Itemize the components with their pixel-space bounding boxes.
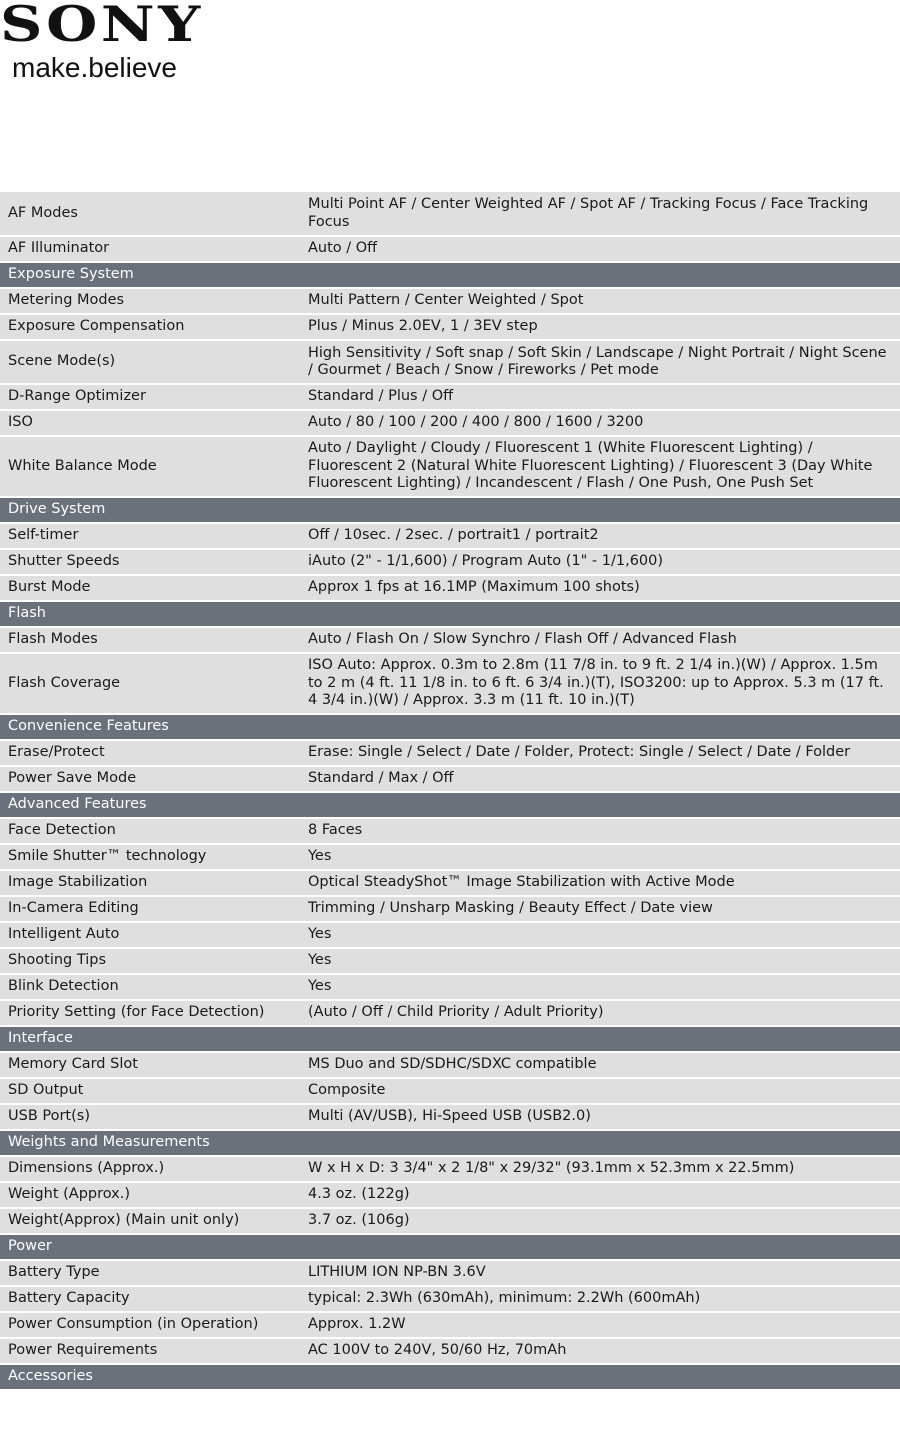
spec-label: Power Requirements (0, 1338, 300, 1364)
spec-label: Intelligent Auto (0, 922, 300, 948)
spec-label: Blink Detection (0, 974, 300, 1000)
spec-label: AF Modes (0, 192, 300, 236)
spec-label: Shutter Speeds (0, 549, 300, 575)
spec-value: Trimming / Unsharp Masking / Beauty Effect / Date view (300, 896, 900, 922)
spec-label: Smile Shutter™ technology (0, 844, 300, 870)
spec-label: Shooting Tips (0, 948, 300, 974)
spec-row (0, 1078, 900, 1104)
spec-row (0, 627, 900, 653)
spec-value: Multi (AV/USB), Hi-Speed USB (USB2.0) (300, 1104, 900, 1130)
spec-row (0, 740, 900, 766)
spec-row (0, 844, 900, 870)
page-header (0, 0, 900, 192)
spec-row (0, 1286, 900, 1312)
section-header-row (0, 714, 900, 740)
section-title: Accessories (0, 1364, 900, 1390)
spec-label: AF Illuminator (0, 236, 300, 262)
spec-value: Auto / Flash On / Slow Synchro / Flash Off / Advanced Flash (300, 627, 900, 653)
spec-label: Battery Type (0, 1260, 300, 1286)
spec-value: Multi Pattern / Center Weighted / Spot (300, 288, 900, 314)
spec-value: ISO Auto: Approx. 0.3m to 2.8m (11 7/8 in. to 9 ft. 2 1/4 in.)(W) / Approx. 1.5m to 2 m (4 ft. 11 1/8 in. to 6 ft. 6 3/4 in.)(T), ISO3200: up to Approx. 5.3 m (17 ft. 4 3/4 in.)(W) / Approx. 3.3 m (11 ft. 10 in.)(T) (300, 653, 900, 714)
section-title: Convenience Features (0, 714, 900, 740)
spec-value: Off / 10sec. / 2sec. / portrait1 / portrait2 (300, 523, 900, 549)
brand-tagline: make.believe (12, 52, 177, 83)
spec-label: Memory Card Slot (0, 1052, 300, 1078)
spec-row (0, 922, 900, 948)
section-title: Power (0, 1234, 900, 1260)
spec-value: iAuto (2" - 1/1,600) / Program Auto (1" - 1/1,600) (300, 549, 900, 575)
spec-row (0, 523, 900, 549)
spec-label: White Balance Mode (0, 436, 300, 497)
spec-row (0, 549, 900, 575)
spec-row (0, 1000, 900, 1026)
spec-value: Auto / Off (300, 236, 900, 262)
spec-label: Image Stabilization (0, 870, 300, 896)
spec-label: Scene Mode(s) (0, 340, 300, 384)
spec-value: High Sensitivity / Soft snap / Soft Skin / Landscape / Night Portrait / Night Scene / Gourmet / Beach / Snow / Fireworks / Pet mode (300, 340, 900, 384)
section-title: Weights and Measurements (0, 1130, 900, 1156)
spec-label: Exposure Compensation (0, 314, 300, 340)
spec-row (0, 410, 900, 436)
spec-value: Standard / Plus / Off (300, 384, 900, 410)
spec-label: In-Camera Editing (0, 896, 300, 922)
spec-row (0, 384, 900, 410)
spec-value: Auto / Daylight / Cloudy / Fluorescent 1 (White Fluorescent Lighting) / Fluorescent 2 (Natural White Fluorescent Lighting) / Fluorescent 3 (Day White Fluorescent Lighting) / Incandescent / Flash / One Push, One Push Set (300, 436, 900, 497)
spec-row (0, 236, 900, 262)
spec-value: Multi Point AF / Center Weighted AF / Spot AF / Tracking Focus / Face Tracking Focus (300, 192, 900, 236)
spec-row (0, 818, 900, 844)
spec-row (0, 1156, 900, 1182)
spec-row (0, 974, 900, 1000)
spec-label: Self-timer (0, 523, 300, 549)
spec-label: Priority Setting (for Face Detection) (0, 1000, 300, 1026)
spec-value: W x H x D: 3 3/4" x 2 1/8" x 29/32" (93.1mm x 52.3mm x 22.5mm) (300, 1156, 900, 1182)
spec-row (0, 1312, 900, 1338)
spec-label: Battery Capacity (0, 1286, 300, 1312)
spec-row (0, 1338, 900, 1364)
spec-label: SD Output (0, 1078, 300, 1104)
spec-value: Yes (300, 844, 900, 870)
spec-value: Standard / Max / Off (300, 766, 900, 792)
spec-label: D-Range Optimizer (0, 384, 300, 410)
spec-row (0, 1208, 900, 1234)
section-title: Exposure System (0, 262, 900, 288)
spec-row (0, 653, 900, 714)
spec-label: Face Detection (0, 818, 300, 844)
spec-table (0, 192, 900, 1391)
section-header-row (0, 601, 900, 627)
spec-row (0, 314, 900, 340)
spec-row (0, 1260, 900, 1286)
spec-value: Erase: Single / Select / Date / Folder, Protect: Single / Select / Date / Folder (300, 740, 900, 766)
spec-label: Flash Coverage (0, 653, 300, 714)
section-title: Advanced Features (0, 792, 900, 818)
spec-value: 8 Faces (300, 818, 900, 844)
section-title: Flash (0, 601, 900, 627)
section-header-row (0, 1364, 900, 1390)
spec-row (0, 1104, 900, 1130)
spec-label: USB Port(s) (0, 1104, 300, 1130)
spec-value: Optical SteadyShot™ Image Stabilization with Active Mode (300, 870, 900, 896)
spec-value: MS Duo and SD/SDHC/SDXC compatible (300, 1052, 900, 1078)
spec-value: typical: 2.3Wh (630mAh), minimum: 2.2Wh (600mAh) (300, 1286, 900, 1312)
spec-row (0, 896, 900, 922)
spec-value: AC 100V to 240V, 50/60 Hz, 70mAh (300, 1338, 900, 1364)
spec-label: Power Save Mode (0, 766, 300, 792)
spec-label: Dimensions (Approx.) (0, 1156, 300, 1182)
spec-label: Flash Modes (0, 627, 300, 653)
spec-value: 3.7 oz. (106g) (300, 1208, 900, 1234)
spec-label: Metering Modes (0, 288, 300, 314)
spec-table-body (0, 192, 900, 1390)
spec-label: Power Consumption (in Operation) (0, 1312, 300, 1338)
spec-row (0, 1052, 900, 1078)
spec-label: ISO (0, 410, 300, 436)
spec-row (0, 766, 900, 792)
spec-value: LITHIUM ION NP-BN 3.6V (300, 1260, 900, 1286)
spec-value: Yes (300, 948, 900, 974)
section-header-row (0, 1234, 900, 1260)
spec-value: Approx 1 fps at 16.1MP (Maximum 100 shots) (300, 575, 900, 601)
spec-value: Plus / Minus 2.0EV, 1 / 3EV step (300, 314, 900, 340)
section-header-row (0, 497, 900, 523)
spec-label: Erase/Protect (0, 740, 300, 766)
spec-row (0, 1182, 900, 1208)
sony-logo: SONY (0, 0, 204, 53)
spec-label: Weight (Approx.) (0, 1182, 300, 1208)
spec-value: (Auto / Off / Child Priority / Adult Priority) (300, 1000, 900, 1026)
section-header-row (0, 262, 900, 288)
spec-value: Yes (300, 922, 900, 948)
section-title: Drive System (0, 497, 900, 523)
section-header-row (0, 1130, 900, 1156)
spec-label: Burst Mode (0, 575, 300, 601)
spec-row (0, 340, 900, 384)
spec-label: Weight(Approx) (Main unit only) (0, 1208, 300, 1234)
spec-value: 4.3 oz. (122g) (300, 1182, 900, 1208)
spec-row (0, 948, 900, 974)
spec-value: Yes (300, 974, 900, 1000)
spec-value: Composite (300, 1078, 900, 1104)
spec-row (0, 192, 900, 236)
spec-row (0, 288, 900, 314)
section-title: Interface (0, 1026, 900, 1052)
section-header-row (0, 1026, 900, 1052)
section-header-row (0, 792, 900, 818)
spec-row (0, 870, 900, 896)
spec-value: Auto / 80 / 100 / 200 / 400 / 800 / 1600 / 3200 (300, 410, 900, 436)
spec-value: Approx. 1.2W (300, 1312, 900, 1338)
spec-row (0, 575, 900, 601)
spec-row (0, 436, 900, 497)
